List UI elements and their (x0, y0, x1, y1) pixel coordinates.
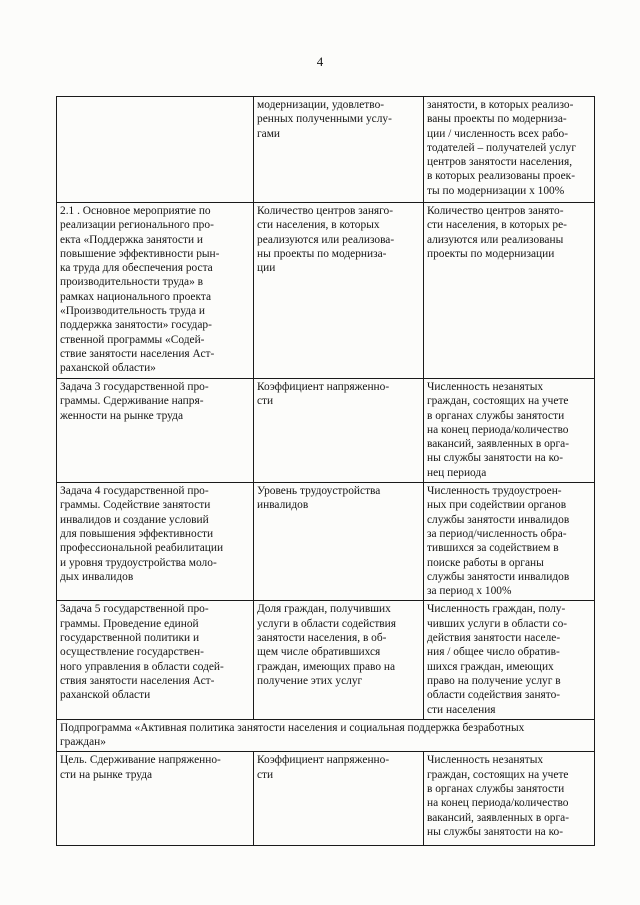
indicators-table (56, 96, 595, 846)
table-cell: Задача 4 государственной про- граммы. Содействие занятости инвалидов и создание условий для повышения эффективности профессиональной реабилитации и уровня трудоустройства моло- дых инвалидов (57, 483, 254, 601)
table-cell (57, 97, 254, 203)
table-cell: Цель. Сдерживание напряженно- сти на рынке труда (57, 752, 254, 846)
table-cell: Численность граждан, полу- чивших услуги в области со- действия занятости населе- ния / общее число обратив- шихся граждан, имеющих право на получение услуг в области содействия занято- сти населения (424, 601, 595, 719)
table-cell: Доля граждан, получивших услуги в области содействия занятости населения, в об- щем числе обратившихся граждан, имеющих право на получение этих услуг (254, 601, 424, 719)
table-cell: Задача 5 государственной про- граммы. Проведение единой государственной политики и осуществление государствен- ного управления в области содей- ствия занятости населения Аст- раханской области (57, 601, 254, 719)
table-cell: 2.1 . Основное мероприятие по реализации регионального про- екта «Поддержка занятости и повышение эффективности рын- ка труда для обеспечения роста производительности труда» в рамках национального проекта «Производительность труда и поддержка занятости» государ- ственной программы «Содей- ствие занятости населения Аст- раханской области» (57, 203, 254, 379)
table-row (57, 752, 595, 846)
table-cell: Численность незанятых граждан, состоящих на учете в органах службы занятости на конец периода/количество вакансий, заявленных в орга- ны службы занятости на ко- (424, 752, 595, 846)
table-cell: модернизации, удовлетво- ренных полученными услу- гами (254, 97, 424, 203)
table-cell: Коэффициент напряженно- сти (254, 379, 424, 483)
table-cell: Численность трудоустроен- ных при содействии органов службы занятости инвалидов за период/численность обра- тившихся за содействием в поиске работы в органы службы занятости инвалидов за период х 100% (424, 483, 595, 601)
table-row (57, 719, 595, 752)
table-cell: занятости, в которых реализо- ваны проекты по модерниза- ции / численность всех рабо- тодателей – получателей услуг центров занятости населения, в которых реализованы проек- ты по модернизации х 100% (424, 97, 595, 203)
page-number: 4 (316, 54, 324, 69)
table-cell: Численность незанятых граждан, состоящих на учете в органах службы занятости на конец периода/количество вакансий, заявленных в орга- ны службы занятости на ко- нец периода (424, 379, 595, 483)
table-cell: Коэффициент напряженно- сти (254, 752, 424, 846)
table-row (57, 379, 595, 483)
table-row (57, 203, 595, 379)
table-cell: Уровень трудоустройства инвалидов (254, 483, 424, 601)
table-row (57, 601, 595, 719)
table-row (57, 97, 595, 203)
table-cell: Количество центров заняго- сти населения, в которых реализуются или реализова- ны проекты по модерниза- ции (254, 203, 424, 379)
subprogram-heading: Подпрограмма «Активная политика занятости населения и социальная поддержка безработных граждан» (57, 719, 595, 752)
table-row (57, 483, 595, 601)
table-cell: Количество центров занято- сти населения, в которых ре- ализуются или реализованы проекты по модернизации (424, 203, 595, 379)
table-cell: Задача 3 государственной про- граммы. Сдерживание напря- женности на рынке труда (57, 379, 254, 483)
